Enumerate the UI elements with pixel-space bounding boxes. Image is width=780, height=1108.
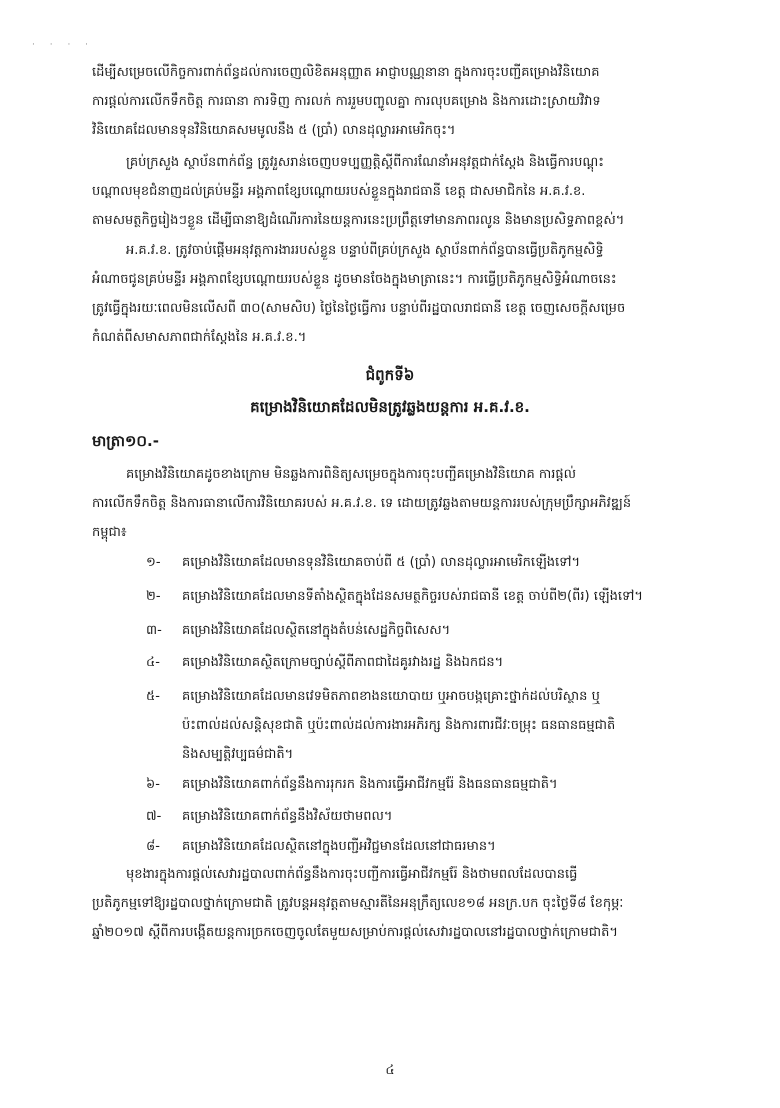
list-item-text: គម្រោងវិនិយោគដែលស្ថិតនៅក្នុងតំបន់សេដ្ឋកិច្ចពិសេស។ [182, 623, 451, 638]
list-item-number: ៧- [146, 809, 162, 824]
list-item [146, 582, 706, 611]
list-item-number: ៥- [146, 689, 160, 704]
paragraph-4 [92, 460, 702, 547]
text-line: ប្រតិភូកម្មទៅឱ្យរដ្ឋបាលថ្នាក់ក្រោមជាតិ ត្រូវបន្តអនុវត្តតាមស្មារតីនៃអនុក្រឹត្យលេខ១៨ អនក្រ.បក ចុះថ្ងៃទី៨ ខែកុម្ភៈ [92, 896, 624, 911]
text-line: ឆ្នាំ២០១៧ ស្តីពីការបង្កើតយន្តការច្រកចេញចូលតែមួយសម្រាប់ការផ្តល់សេវារដ្ឋបាលនៅរដ្ឋបាលថ្នាក់ក្រោមជាតិ។ [92, 925, 618, 940]
scan-specks: · · · · [32, 40, 95, 50]
chapter-title: គម្រោងវិនិយោគដែលមិនត្រូវឆ្លងយន្តការ អ.គ.វ.ខ. [250, 398, 530, 416]
text-line: តាមសមត្ថកិច្ចរៀងៗខ្លួន ដើម្បីធានាឱ្យដំណើរការនៃយន្តការនេះប្រព្រឹត្តទៅមានភាពរលូន និងមានប្រសិទ្ធភាពខ្ពស់។ [92, 213, 625, 228]
text-line: កម្ពុជា៖ [92, 525, 127, 540]
text-line: កំណត់ពីសមាសភាពជាក់ស្តែងនៃ អ.គ.វ.ខ.។ [92, 330, 307, 345]
list-item [146, 832, 706, 861]
list-item-number: ៤- [146, 655, 160, 670]
list-item [146, 802, 706, 831]
list-item-text: គម្រោងវិនិយោគស្ថិតក្រោមច្បាប់ស្តីពីភាពជាដៃគូរវាងរដ្ឋ និងឯកជន។ [182, 655, 504, 670]
list-item-continuation: ប៉ះពាល់ដល់សន្តិសុខជាតិ ឬប៉ះពាល់ដល់ការងារអភិរក្ស និងការពារជីវៈចម្រុះ ធនធានធម្មជាតិ និងសម្បត្តិវប្បធម៌ជាតិ។ [182, 718, 616, 762]
list-item [146, 548, 706, 577]
list-item-number: ៣- [146, 623, 162, 638]
text-line: ការផ្តល់ការលើកទឹកចិត្ត ការធានា ការទិញ ការលក់ ការរួមបញ្ចូលគ្នា ការលុបគម្រោង និងការដោះស្រាយវិវាទ [92, 94, 601, 109]
paragraph-3 [92, 236, 702, 352]
text-line: ការលើកទឹកចិត្ត និងការធានាលើការវិនិយោគរបស់ អ.គ.វ.ខ. ទេ ដោយត្រូវឆ្លងតាមយន្តការរបស់ក្រុមប្រឹក្សាអភិវឌ្ឍន៍ [92, 496, 632, 511]
list-item [146, 770, 706, 799]
text-line: មុខងារក្នុងការផ្តល់សេវារដ្ឋបាលពាក់ព័ន្ធនឹងការចុះបញ្ជីការធ្វើអាជីវកម្មរ៉ែ និងថាមពលដែលបានធ្វើ [126, 867, 578, 882]
list-item-number: ៨- [146, 839, 160, 854]
list-item-text: គម្រោងវិនិយោគពាក់ព័ន្ធនឹងការរុករក និងការធ្វើអាជីវកម្មរ៉ែ និងធនធានធម្មជាតិ។ [182, 777, 558, 792]
list-item [146, 616, 706, 645]
paragraph-1 [92, 58, 702, 145]
text-line: អំណាចជូនគ្រប់មន្ទីរ អង្គភាពខ្សែបណ្តោយរបស់ខ្លួន ដូចមានចែងក្នុងមាត្រានេះ។ ការធ្វើប្រតិភូកម្មសិទ្ធិអំណាចនេះ [92, 272, 617, 287]
list-item-text: គម្រោងវិនិយោគពាក់ព័ន្ធនឹងវិស័យថាមពល។ [182, 809, 393, 824]
article-heading: មាត្រា១០.- [92, 432, 159, 450]
text-line: គ្រប់ក្រសួង ស្ថាប័នពាក់ព័ន្ធ ត្រូវរួសរាន់ចេញបទប្បញ្ញត្តិស្តីពីការណែនាំអនុវត្តជាក់ស្តែង និងធ្វើការបណ្តុះ [126, 155, 604, 170]
text-line: បណ្តាលមុខជំនាញដល់គ្រប់មន្ទីរ អង្គភាពខ្សែបណ្តោយរបស់ខ្លួនក្នុងរាជធានី ខេត្ត ជាសមាជិកនៃ អ.គ.វ.ខ. [92, 184, 586, 199]
chapter-number: ជំពូកទី៦ [365, 366, 415, 384]
list-item-number: ២- [146, 589, 161, 604]
list-item-text: គម្រោងវិនិយោគដែលស្ថិតនៅក្នុងបញ្ជីអវិជ្ជមានដែលនៅជាធរមាន។ [182, 839, 496, 854]
list-item-text: គម្រោងវិនិយោគដែលមានទីតាំងស្ថិតក្នុងដែនសមត្ថកិច្ចរបស់រាជធានី ខេត្ត ចាប់ពី២(ពីរ) ឡើងទៅ។ [182, 589, 643, 604]
list-item-number: ១- [146, 555, 161, 570]
text-line: ត្រូវធ្វើក្នុងរយៈពេលមិនលើសពី ៣០(សាមសិប) ថ្ងៃនៃថ្ងៃធ្វើការ បន្ទាប់ពីរដ្ឋបាលរាជធានី ខេត្ត ចេញសេចក្តីសម្រេច [92, 301, 626, 316]
list-item-text: គម្រោងវិនិយោគដែលមានវេទមិតភាពខាងនយោបាយ ឬអាចបង្កគ្រោះថ្នាក់ដល់បរិស្ថាន ឬ [182, 689, 600, 704]
list-item [146, 648, 706, 677]
text-line: គម្រោងវិនិយោគដូចខាងក្រោម មិនឆ្លងការពិនិត្យសម្រេចក្នុងការចុះបញ្ជីគម្រោងវិនិយោគ ការផ្តល់ [126, 467, 577, 482]
text-line: ដើម្បីសម្រេចលើកិច្ចការពាក់ព័ន្ធដល់ការចេញលិខិតអនុញ្ញាត អាជ្ញាបណ្ណនានា ក្នុងការចុះបញ្ជីគម្រោងវិនិយោគ [92, 65, 600, 80]
list-item-number: ៦- [146, 777, 160, 792]
list-item-text: គម្រោងវិនិយោគដែលមានទុនវិនិយោគចាប់ពី ៥ (ប្រាំ) លានដុល្លារអាមេរិកឡើងទៅ។ [182, 555, 581, 570]
text-line: អ.គ.វ.ខ. ត្រូវចាប់ផ្តើមអនុវត្តការងាររបស់ខ្លួន បន្ទាប់ពីគ្រប់ក្រសួង ស្ថាប័នពាក់ព័ន្ធបានធ្វើប្រតិភូកម្មសិទ្ធិ [126, 243, 604, 258]
paragraph-2 [92, 148, 702, 235]
paragraph-5 [92, 860, 702, 947]
page-number: ៤ [385, 1063, 395, 1078]
text-line: វិនិយោគដែលមានទុនវិនិយោគសមមូលនឹង ៥ (ប្រាំ) លានដុល្លារអាមេរិកចុះ។ [92, 123, 456, 138]
list-item [146, 682, 706, 769]
